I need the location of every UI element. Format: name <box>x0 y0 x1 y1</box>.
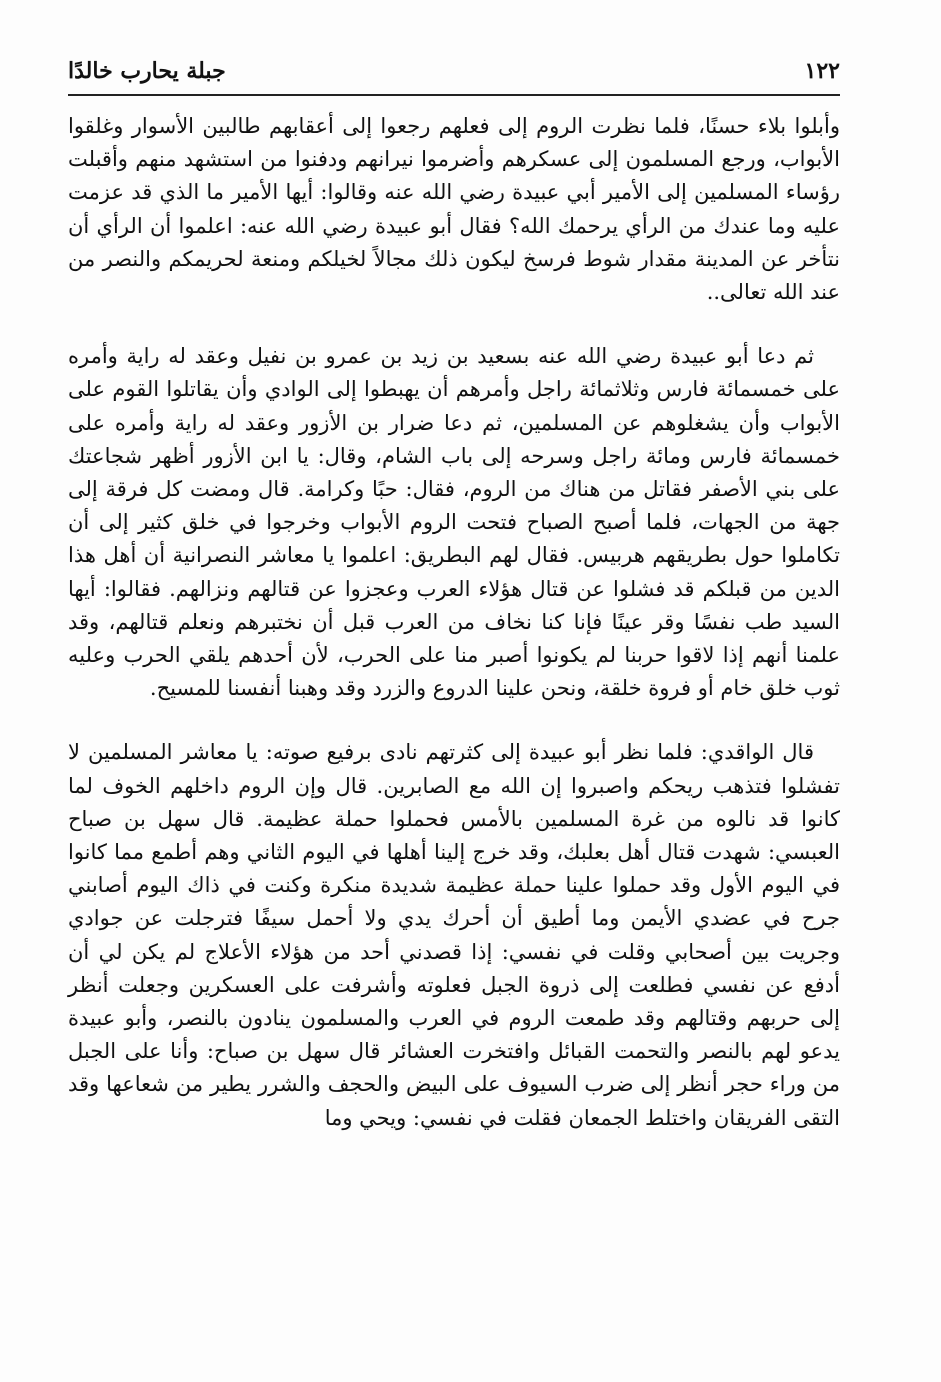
page-header <box>68 52 840 94</box>
page-body <box>68 110 840 1135</box>
page-number: ١٢٢ <box>804 58 840 84</box>
paragraph: وأبلوا بلاء حسنًا، فلما نظرت الروم إلى فعلهم رجعوا إلى أعقابهم طالبين الأسوار وغلقوا الأبواب، ورجع المسلمون إلى عسكرهم وأضرموا نيرانهم ودفنوا من استشهد منهم وأقبلت رؤساء المسلمين إلى الأمير أبي عبيدة رضي الله عنه وقالوا: أيها الأمير ما الذي قد عزمت عليه وما عندك من الرأي يرحمك الله؟ فقال أبو عبيدة رضي الله عنه: اعلموا أن الرأي أن نتأخر عن المدينة مقدار شوط فرسخ ليكون ذلك مجالاً لخيلكم ومنعة لحريمكم والنصر من عند الله تعالى.. <box>68 114 840 305</box>
header-rule <box>68 94 840 96</box>
paragraph: ثم دعا أبو عبيدة رضي الله عنه بسعيد بن زيد بن عمرو بن نفيل وعقد له راية وأمره على خمسمائة فارس وثلاثمائة راجل وأمرهم أن يهبطوا إلى الوادي وأن يقاتلوا القوم على الأبواب وأن يشغلوهم عن المسلمين، ثم دعا ضرار بن الأزور وعقد له راية وأمره على خمسمائة فارس ومائة راجل وسرحه إلى باب الشام، وقال: يا ابن الأزور أظهر شجاعتك على بني الأصفر فقاتل من هناك من الروم، فقال: حبًا وكرامة. قال ومضت كل فرقة إلى جهة من الجهات، فلما أصبح الصباح فتحت الروم الأبواب وخرجوا في خلق كثير إلى أن تكاملوا حول بطريقهم هربيس. فقال لهم البطريق: اعلموا يا معاشر النصرانية أن أهل هذا الدين من قبلكم قد فشلوا عن قتال هؤلاء العرب وعجزوا عن قتالهم ونزالهم. فقالوا: أيها السيد طب نفسًا وقر عينًا فإنا كنا نخاف من العرب قبل أن نختبرهم ونعلم قتالهم، وقد علمنا أنهم إذا لاقوا حربنا لم يكونوا أصبر منا على الحرب، لأن أحدهم يلقي الحرب وعليه ثوب خلق خام أو فروة خلقة، ونحن علينا الدروع والزرد وقد وهبنا أنفسنا للمسيح. <box>68 344 840 701</box>
running-title: جبلة يحارب خالدًا <box>68 58 226 84</box>
paragraph: قال الواقدي: فلما نظر أبو عبيدة إلى كثرتهم نادى برفيع صوته: يا معاشر المسلمين لا تفشلوا فتذهب ريحكم واصبروا إن الله مع الصابرين. قال وإن الروم داخلهم الخوف لما كانوا قد نالوه من غرة المسلمين بالأمس فحملوا حملة عظيمة. قال سهل بن صباح العبسي: شهدت قتال أهل بعلبك، وقد خرج إلينا أهلها في اليوم الثاني وهم أطمع مما كانوا في اليوم الأول وقد حملوا علينا حملة عظيمة شديدة منكرة وكنت في ذاك اليوم أصابني جرح في عضدي الأيمن وما أطيق أن أحرك يدي ولا أحمل سيفًا فترجلت عن جوادي وجريت بين أصحابي وقلت في نفسي: إذا قصدني أحد من هؤلاء الأعلاج لم يكن لي أن أدفع عن نفسي فطلعت إلى ذروة الجبل فعلوته وأشرفت على العسكرين وجعلت أنظر إلى حربهم وقتالهم وقد طمعت الروم في العرب والمسلمون ينادون بالنصر، وأبو عبيدة يدعو لهم بالنصر والتحمت القبائل وافتخرت العشائر قال سهل بن صباح: وأنا على الجبل من وراء حجر أنظر إلى ضرب السيوف على البيض والحجف والشرر يطير من شعاعها وقد التقى الفريقان واختلط الجمعان فقلت في نفسي: ويحي وما <box>68 740 840 1130</box>
